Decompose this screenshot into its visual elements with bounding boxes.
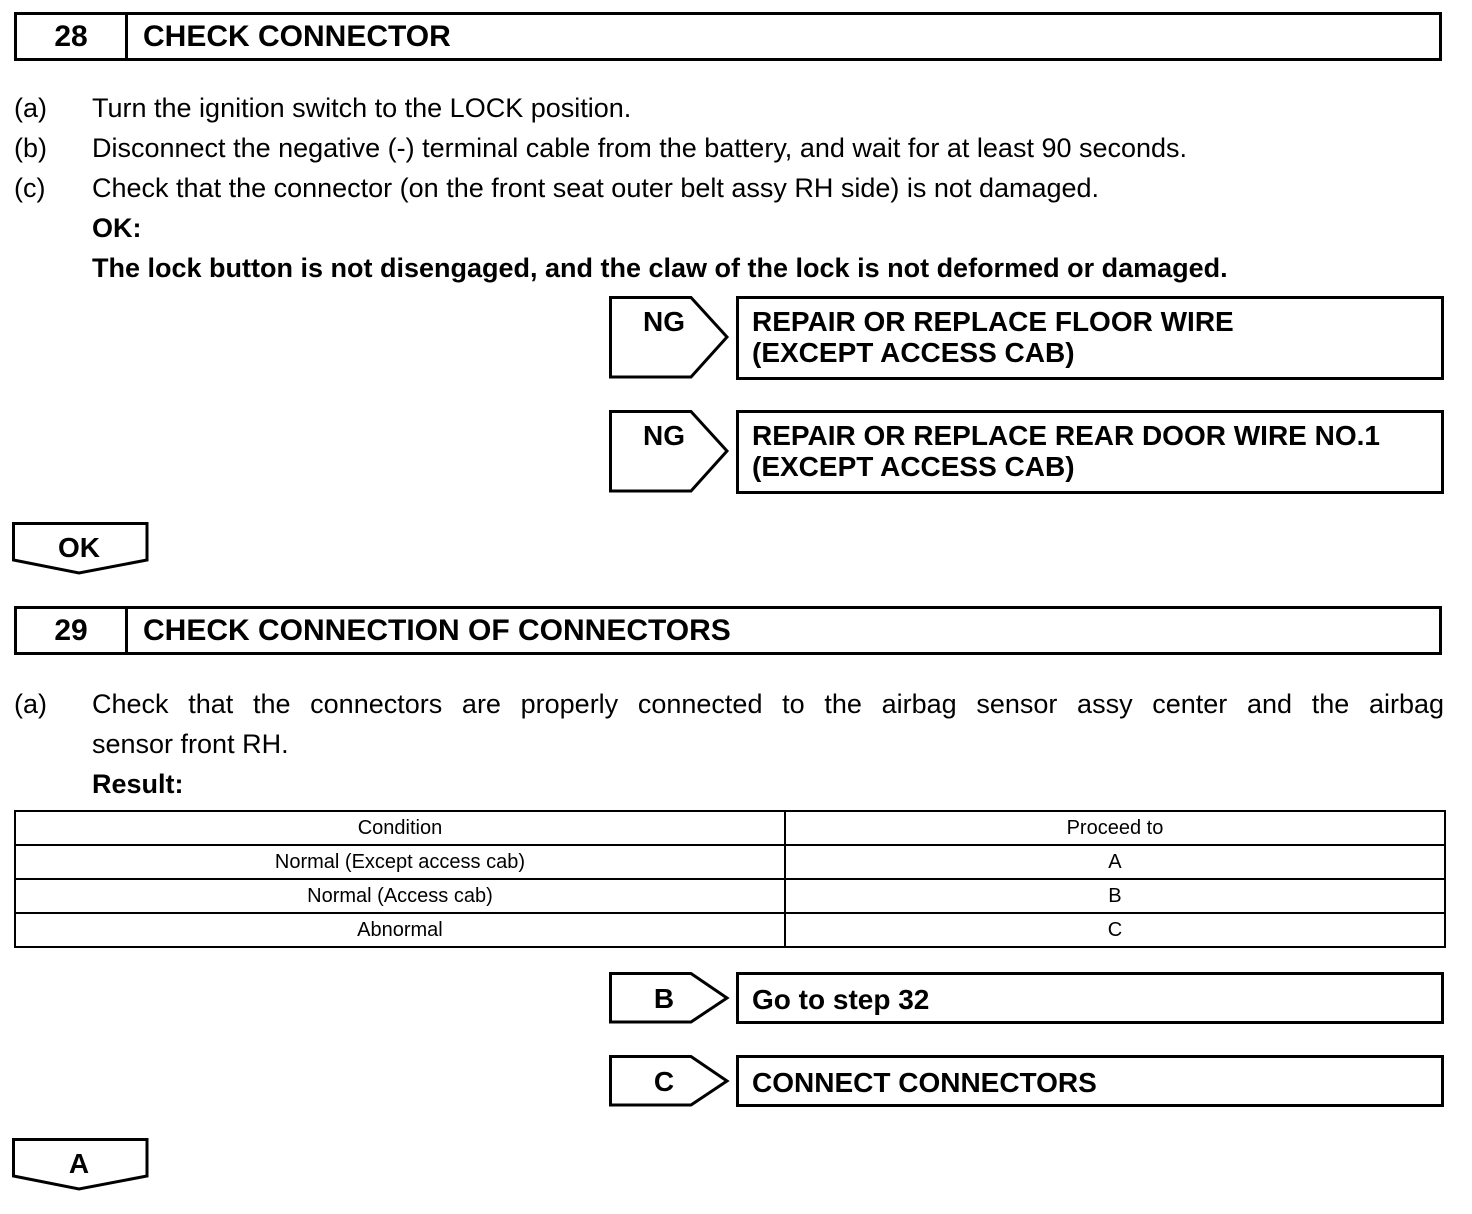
ok-criteria: The lock button is not disengaged, and the claw of the lock is not deformed or damaged.	[92, 253, 1228, 283]
step-title: CHECK CONNECTION OF CONNECTORS	[143, 614, 731, 647]
table-cell: Normal (Access cab)	[15, 879, 785, 913]
repair-rear-door-wire-box	[736, 410, 1444, 494]
a-continue-tag	[12, 1138, 150, 1192]
b-arrow-tag	[609, 972, 733, 1024]
ng-arrow-tag	[609, 410, 733, 494]
step-number: 28	[17, 15, 128, 58]
table-row	[15, 879, 1445, 913]
continue-tag-label: OK	[58, 532, 100, 563]
step-title: CHECK CONNECTOR	[143, 20, 451, 53]
item-text-a-line1: Check that the connectors are properly connected to the airbag sensor assy center and the airbag	[92, 689, 1444, 719]
ng-tag-label: NG	[643, 420, 685, 451]
c-tag-label: C	[653, 1066, 675, 1097]
table-header: Proceed to	[785, 811, 1445, 845]
item-text-c: Check that the connector (on the front seat outer belt assy RH side) is not damaged.	[92, 173, 1100, 203]
table-cell: Normal (Except access cab)	[15, 845, 785, 879]
repair-floor-wire-box	[736, 296, 1444, 380]
ok-continue-tag	[12, 522, 150, 576]
item-label-a: (a)	[14, 93, 47, 123]
table-cell: C	[785, 913, 1445, 947]
connect-connectors-box	[736, 1055, 1444, 1107]
item-label-c: (c)	[14, 173, 46, 203]
table-row	[15, 913, 1445, 947]
connect-connectors-text: CONNECT CONNECTORS	[752, 1067, 1097, 1098]
b-tag-label: B	[653, 983, 675, 1014]
result-label: Result:	[92, 769, 184, 799]
table-cell: B	[785, 879, 1445, 913]
go-to-step-box	[736, 972, 1444, 1024]
item-text-a-line2: sensor front RH.	[92, 729, 289, 759]
item-label-b: (b)	[14, 133, 47, 163]
result-table	[14, 810, 1446, 948]
item-text-b: Disconnect the negative (-) terminal cable from the battery, and wait for at least 90 seconds.	[92, 133, 1188, 163]
step-28-header	[14, 12, 1442, 61]
ng-arrow-tag	[609, 296, 733, 380]
repair-line-1: REPAIR OR REPLACE FLOOR WIRE	[752, 306, 1234, 337]
ng-tag-label: NG	[643, 306, 685, 337]
ok-label: OK:	[92, 213, 142, 243]
table-row	[15, 845, 1445, 879]
table-cell: Abnormal	[15, 913, 785, 947]
table-header-row	[15, 811, 1445, 845]
step-29-header	[14, 606, 1442, 655]
go-to-step-text: Go to step 32	[752, 984, 930, 1015]
c-arrow-tag	[609, 1055, 733, 1107]
item-text-a: Turn the ignition switch to the LOCK position.	[92, 93, 632, 123]
step-number: 29	[17, 609, 128, 652]
table-header: Condition	[15, 811, 785, 845]
continue-tag-label: A	[68, 1148, 90, 1179]
repair-line-2: (EXCEPT ACCESS CAB)	[752, 451, 1075, 482]
table-cell: A	[785, 845, 1445, 879]
item-label-a: (a)	[14, 689, 47, 719]
repair-line-1: REPAIR OR REPLACE REAR DOOR WIRE NO.1	[752, 420, 1380, 451]
repair-line-2: (EXCEPT ACCESS CAB)	[752, 337, 1075, 368]
